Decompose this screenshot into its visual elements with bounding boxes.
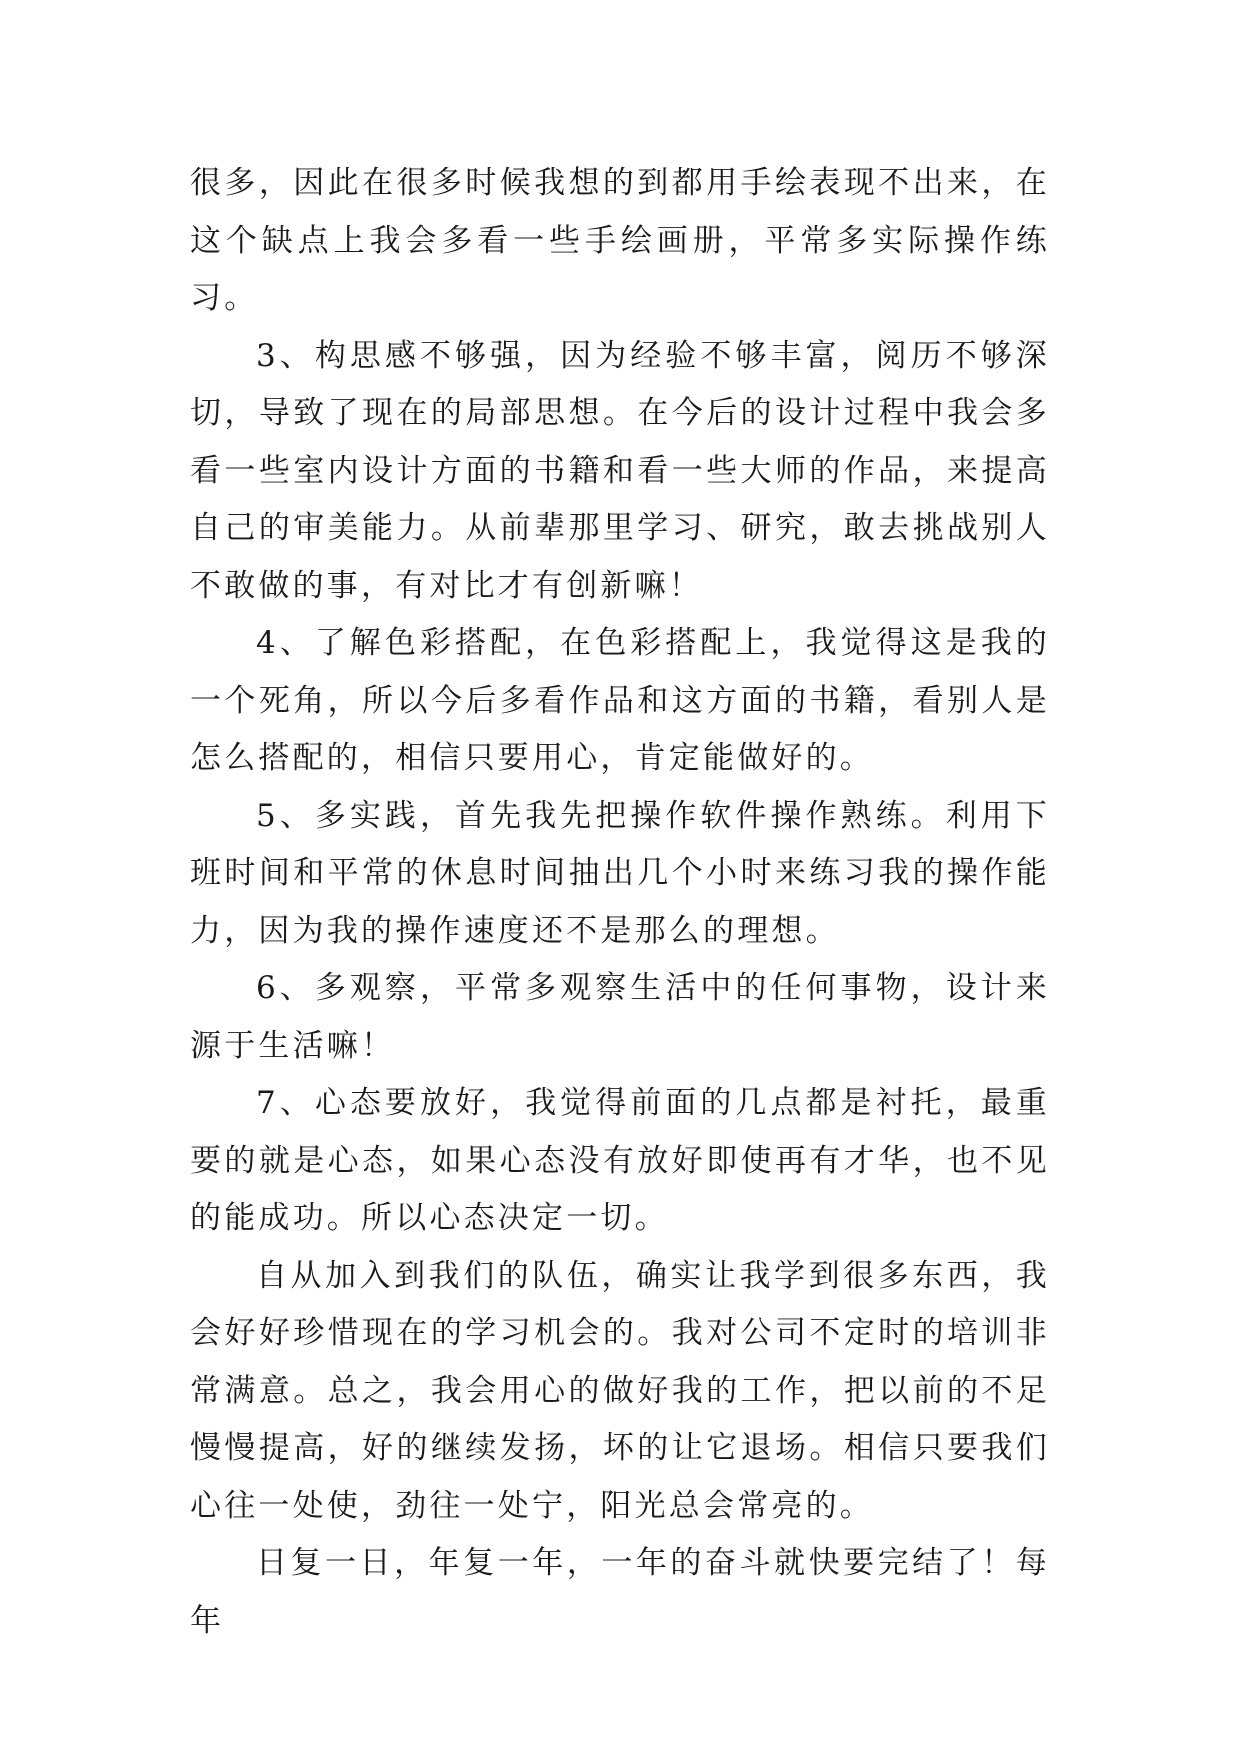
paragraph-point-3: 3、构思感不够强，因为经验不够丰富，阅历不够深切，导致了现在的局部思想。在今后的设计过程中我会多看一些室内设计方面的书籍和看一些大师的作品，来提高自己的审美能力。从前辈那里学习、研究，敢去挑战别人不敢做的事，有对比才有创新嘛！ [190,337,1050,604]
paragraph-point-6: 6、多观察，平常多观察生活中的任何事物，设计来源于生活嘛！ [190,970,1050,1064]
paragraph-point-4: 4、了解色彩搭配，在色彩搭配上，我觉得这是我的一个死角，所以今后多看作品和这方面的书籍，看别人是怎么搭配的，相信只要用心，肯定能做好的。 [190,625,1050,776]
paragraph-point-7: 7、心态要放好，我觉得前面的几点都是衬托，最重要的就是心态，如果心态没有放好即使再有才华，也不见的能成功。所以心态决定一切。 [190,1085,1050,1236]
paragraph-point-5: 5、多实践，首先我先把操作软件操作熟练。利用下班时间和平常的休息时间抽出几个小时来练习我的操作能力，因为我的操作速度还不是那么的理想。 [190,797,1050,949]
paragraph-closing-start: 日复一日，年复一年，一年的奋斗就快要完结了！每年 [190,1545,1050,1639]
paragraph-continuation: 很多，因此在很多时候我想的到都用手绘表现不出来，在这个缺点上我会多看一些手绘画册，平常多实际操作练习。 [190,165,1050,316]
paragraph-summary: 自从加入到我们的队伍，确实让我学到很多东西，我会好好珍惜现在的学习机会的。我对公司不定时的培训非常满意。总之，我会用心的做好我的工作，把以前的不足慢慢提高，好的继续发扬，坏的让它退场。相信只要我们心往一处使，劲往一处宁，阳光总会常亮的。 [190,1257,1050,1524]
document-body [190,155,1050,1650]
